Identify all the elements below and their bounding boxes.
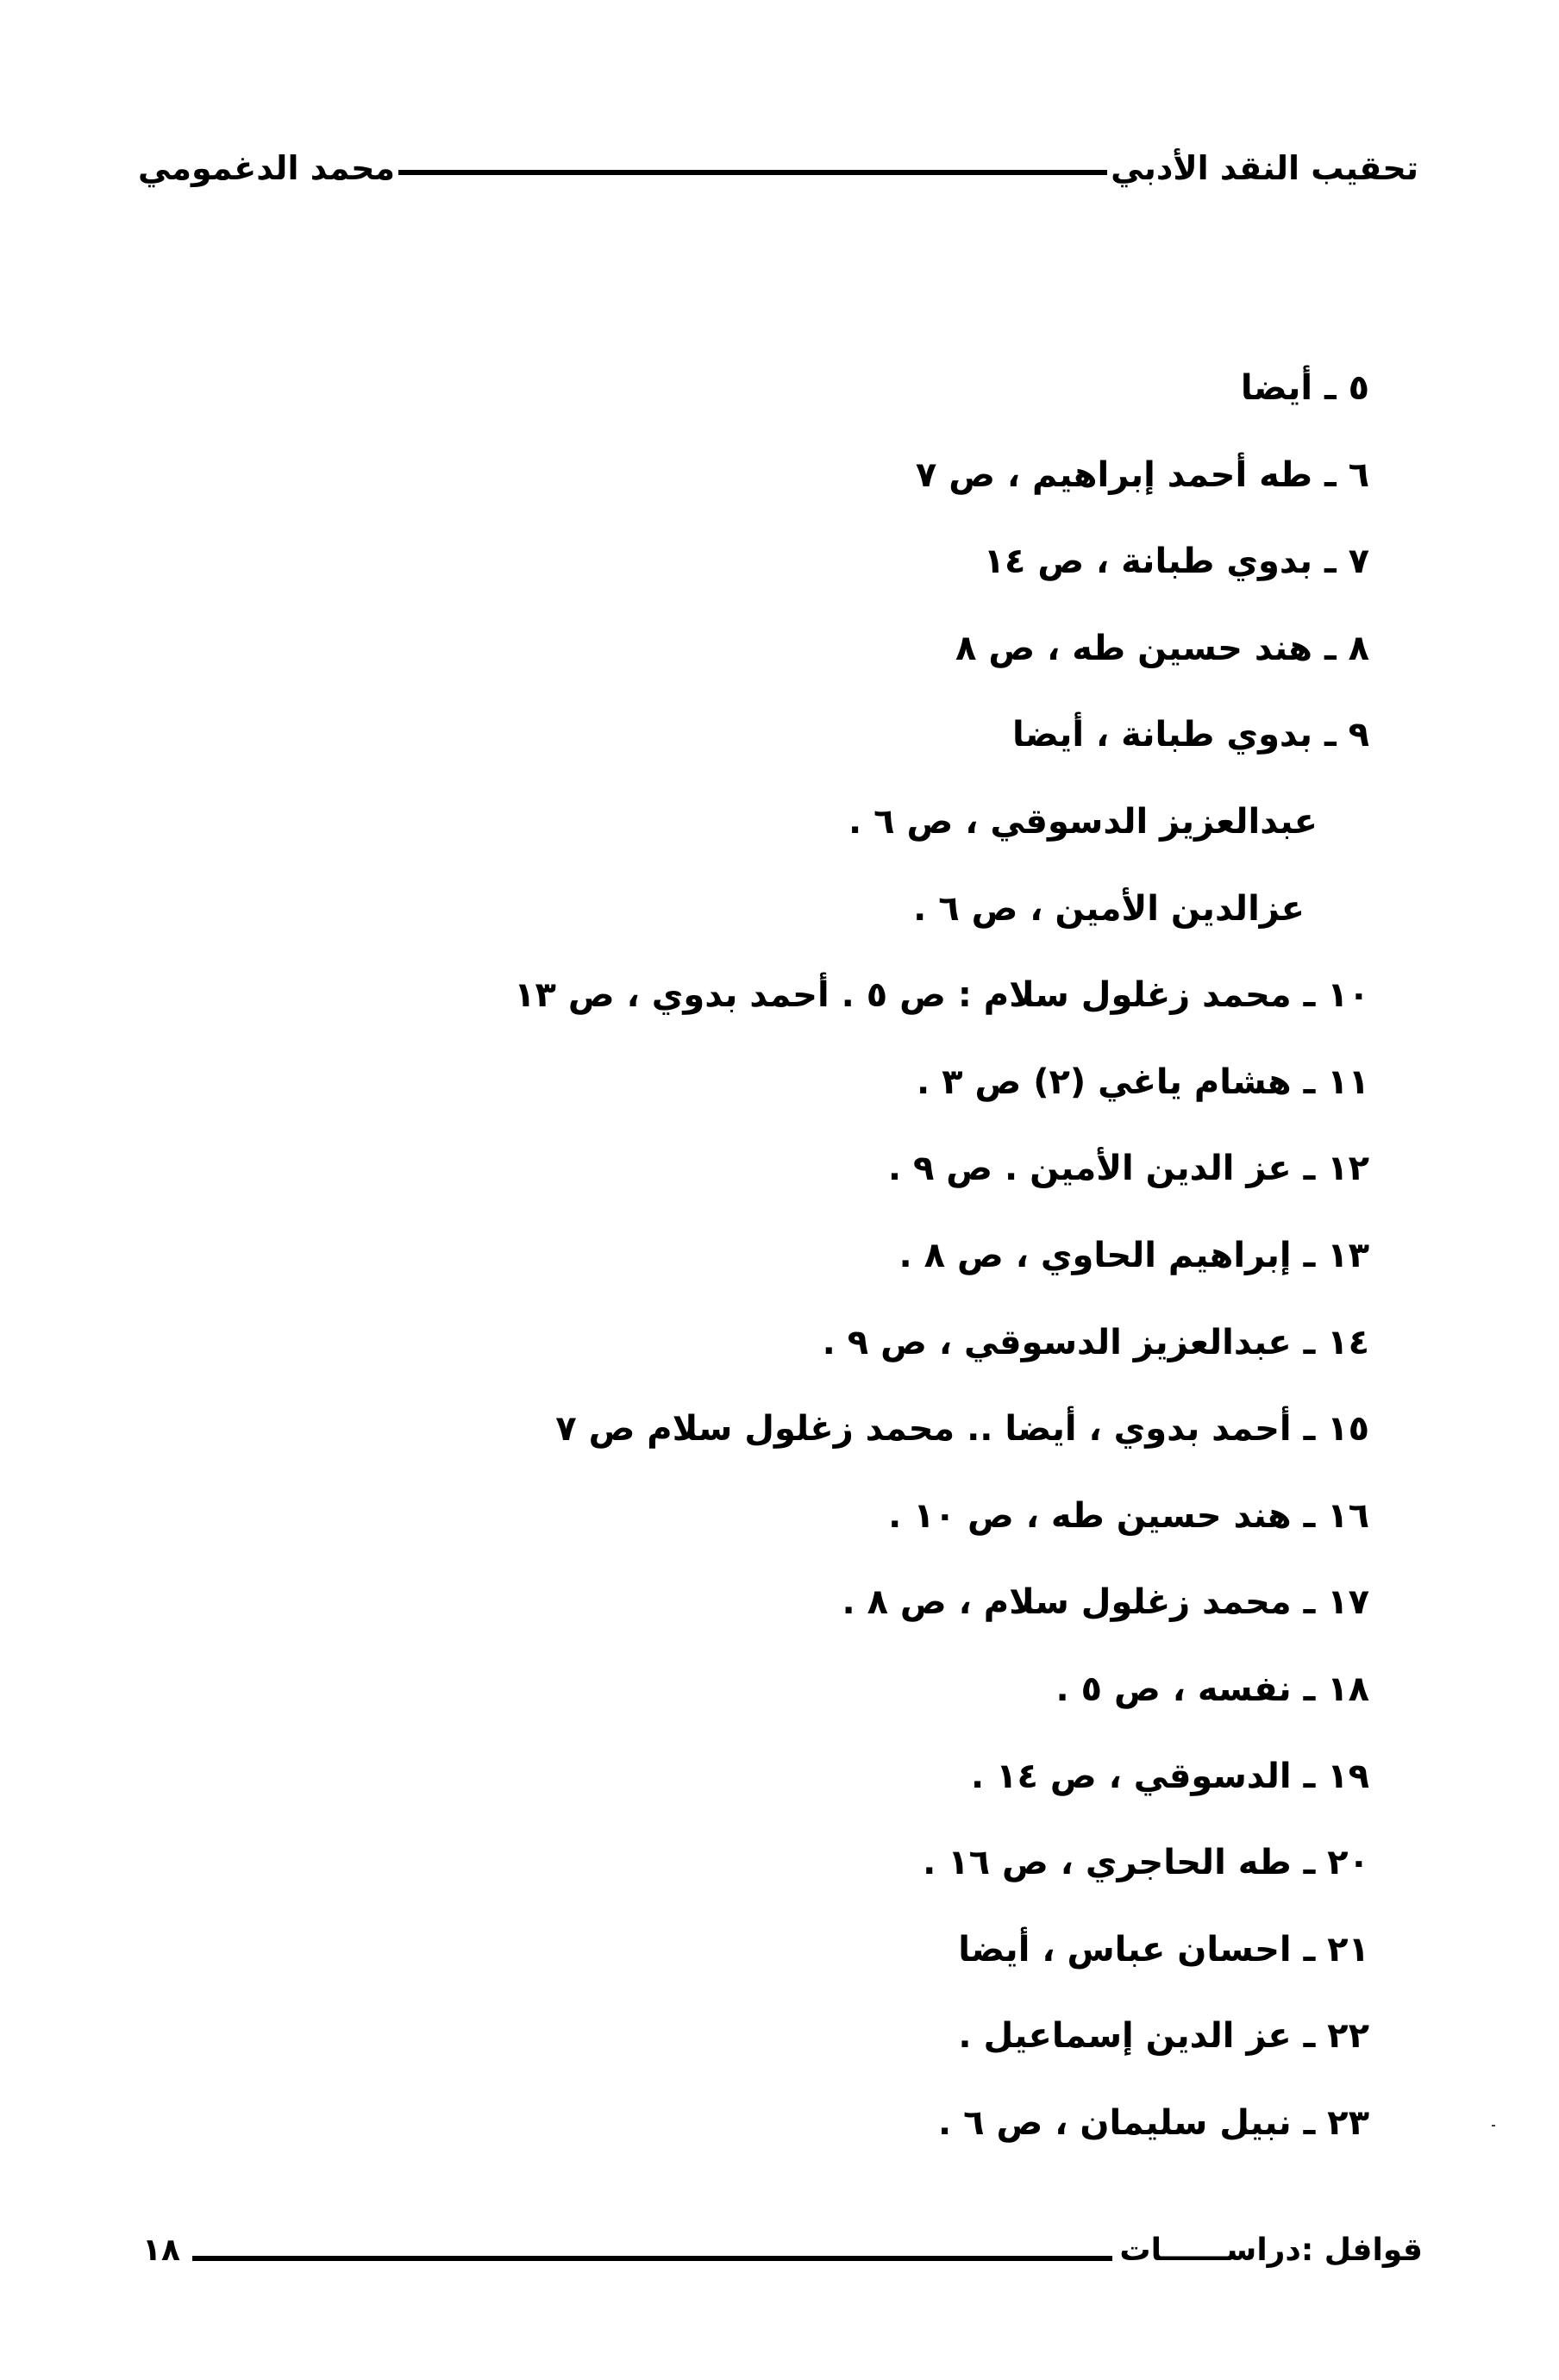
header-rule <box>398 170 1107 175</box>
running-header <box>138 138 1418 198</box>
endnote-item: ٧ ـ بدوي طبانة ، ص ١٤ <box>983 542 1369 582</box>
journal-name: قوافل :دراســــــات <box>1119 2233 1423 2268</box>
endnote-item: ١٣ ـ إبراهيم الحاوي ، ص ٨ . <box>898 1235 1369 1275</box>
endnote-item: ٢٣ ـ نبيل سليمان ، ص ٦ . <box>938 2102 1369 2143</box>
endnote-item: ١٨ ـ نفسه ، ص ٥ . <box>1055 1669 1369 1709</box>
scan-speck <box>1492 2125 1495 2126</box>
endnote-subitem: عزالدين الأمين ، ص ٦ . <box>913 888 1305 929</box>
endnote-item: ١٠ ـ محمد زغلول سلام : ص ٥ . أحمد بدوي ، ص ١٣ <box>514 975 1369 1016</box>
endnote-item: ٦ ـ طه أحمد إبراهيم ، ص ٧ <box>915 454 1369 495</box>
endnote-item: ١٦ ـ هند حسين طه ، ص ١٠ . <box>888 1495 1369 1536</box>
endnote-item: ٩ ـ بدوي طبانة ، أيضا <box>1011 715 1369 755</box>
endnote-item: ١٤ ـ عبدالعزيز الدسوقي ، ص ٩ . <box>822 1322 1369 1362</box>
endnote-item: ٢١ ـ احسان عباس ، أيضا <box>958 1929 1369 1970</box>
endnote-item: ١١ ـ هشام ياغي (٢) ص ٣ . <box>916 1062 1369 1102</box>
book-title: تحقيب النقد الأدبي <box>1111 149 1418 187</box>
running-footer <box>142 2220 1423 2281</box>
endnote-item: ١٥ ـ أحمد بدوي ، أيضا .. محمد زغلول سلام ص ٧ <box>555 1409 1369 1450</box>
endnote-subitem: عبدالعزيز الدسوقي ، ص ٦ . <box>848 801 1318 842</box>
endnote-item: ١٧ ـ محمد زغلول سلام ، ص ٨ . <box>842 1582 1369 1623</box>
author-name: محمد الدغمومي <box>138 149 396 187</box>
page-number: ١٨ <box>142 2233 180 2268</box>
endnote-item: ٨ ـ هند حسين طه ، ص ٨ <box>955 628 1369 668</box>
endnote-item: ٢٢ ـ عز الدين إسماعيل . <box>958 2016 1369 2057</box>
endnote-item: ٥ ـ أيضا <box>1240 368 1369 408</box>
footer-rule <box>192 2256 1112 2261</box>
endnote-item: ١٢ ـ عز الدين الأمين . ص ٩ . <box>887 1149 1369 1189</box>
endnotes-list <box>335 362 1369 2183</box>
endnote-item: ١٩ ـ الدسوقي ، ص ١٤ . <box>971 1756 1369 1796</box>
endnote-item: ٢٠ ـ طه الحاجري ، ص ١٦ . <box>923 1843 1369 1883</box>
